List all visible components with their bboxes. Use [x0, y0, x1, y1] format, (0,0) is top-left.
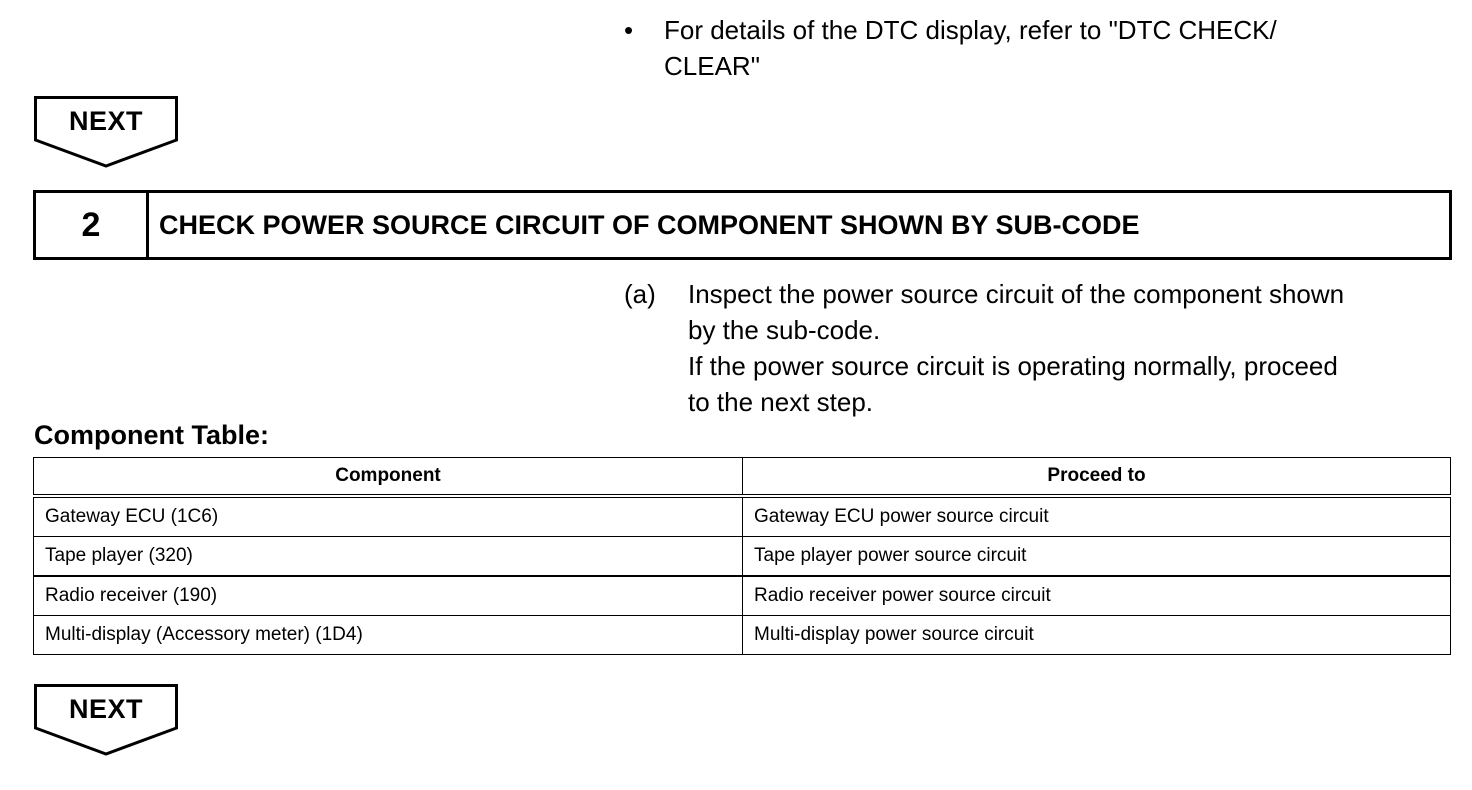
component-table-title: Component Table: — [34, 420, 269, 450]
table-row — [34, 616, 1451, 655]
component-cell: Multi-display (Accessory meter) (1D4) — [34, 616, 743, 655]
note-line-1: For details of the DTC display, refer to "DTC CHECK/ — [664, 15, 1277, 45]
note-text — [664, 12, 1404, 84]
proceed-to-cell: Multi-display power source circuit — [743, 616, 1451, 655]
next-label: NEXT — [68, 694, 143, 724]
step-number: 2 — [36, 193, 149, 257]
proceed-to-cell: Radio receiver power source circuit — [743, 576, 1451, 616]
table-row — [34, 496, 1451, 537]
next-arrow-badge — [34, 684, 178, 756]
component-cell: Tape player (320) — [34, 537, 743, 577]
component-table — [33, 457, 1451, 655]
step-header — [33, 190, 1452, 260]
table-row — [34, 537, 1451, 577]
instruction-text — [688, 276, 1468, 420]
proceed-to-cell: Tape player power source circuit — [743, 537, 1451, 577]
next-arrow-badge — [34, 96, 178, 168]
instruction-line-1: Inspect the power source circuit of the component shown — [688, 279, 1345, 309]
component-cell: Radio receiver (190) — [34, 576, 743, 616]
proceed-to-cell: Gateway ECU power source circuit — [743, 496, 1451, 537]
table-header-row — [34, 458, 1451, 497]
table-row — [34, 576, 1451, 616]
next-label: NEXT — [68, 106, 143, 136]
step-title: CHECK POWER SOURCE CIRCUIT OF COMPONENT SHOWN BY SUB-CODE — [159, 209, 1140, 240]
note-line-2: CLEAR" — [664, 51, 760, 81]
instruction-line-2: by the sub-code. — [688, 315, 881, 345]
column-header-component: Component — [34, 458, 743, 497]
column-header-proceed-to: Proceed to — [743, 458, 1451, 497]
instruction-line-4: to the next step. — [688, 387, 874, 417]
instruction-line-3: If the power source circuit is operating normally, proceed — [688, 351, 1338, 381]
bullet-point: • — [624, 15, 634, 45]
instruction-marker: (a) — [624, 279, 656, 309]
component-cell: Gateway ECU (1C6) — [34, 496, 743, 537]
